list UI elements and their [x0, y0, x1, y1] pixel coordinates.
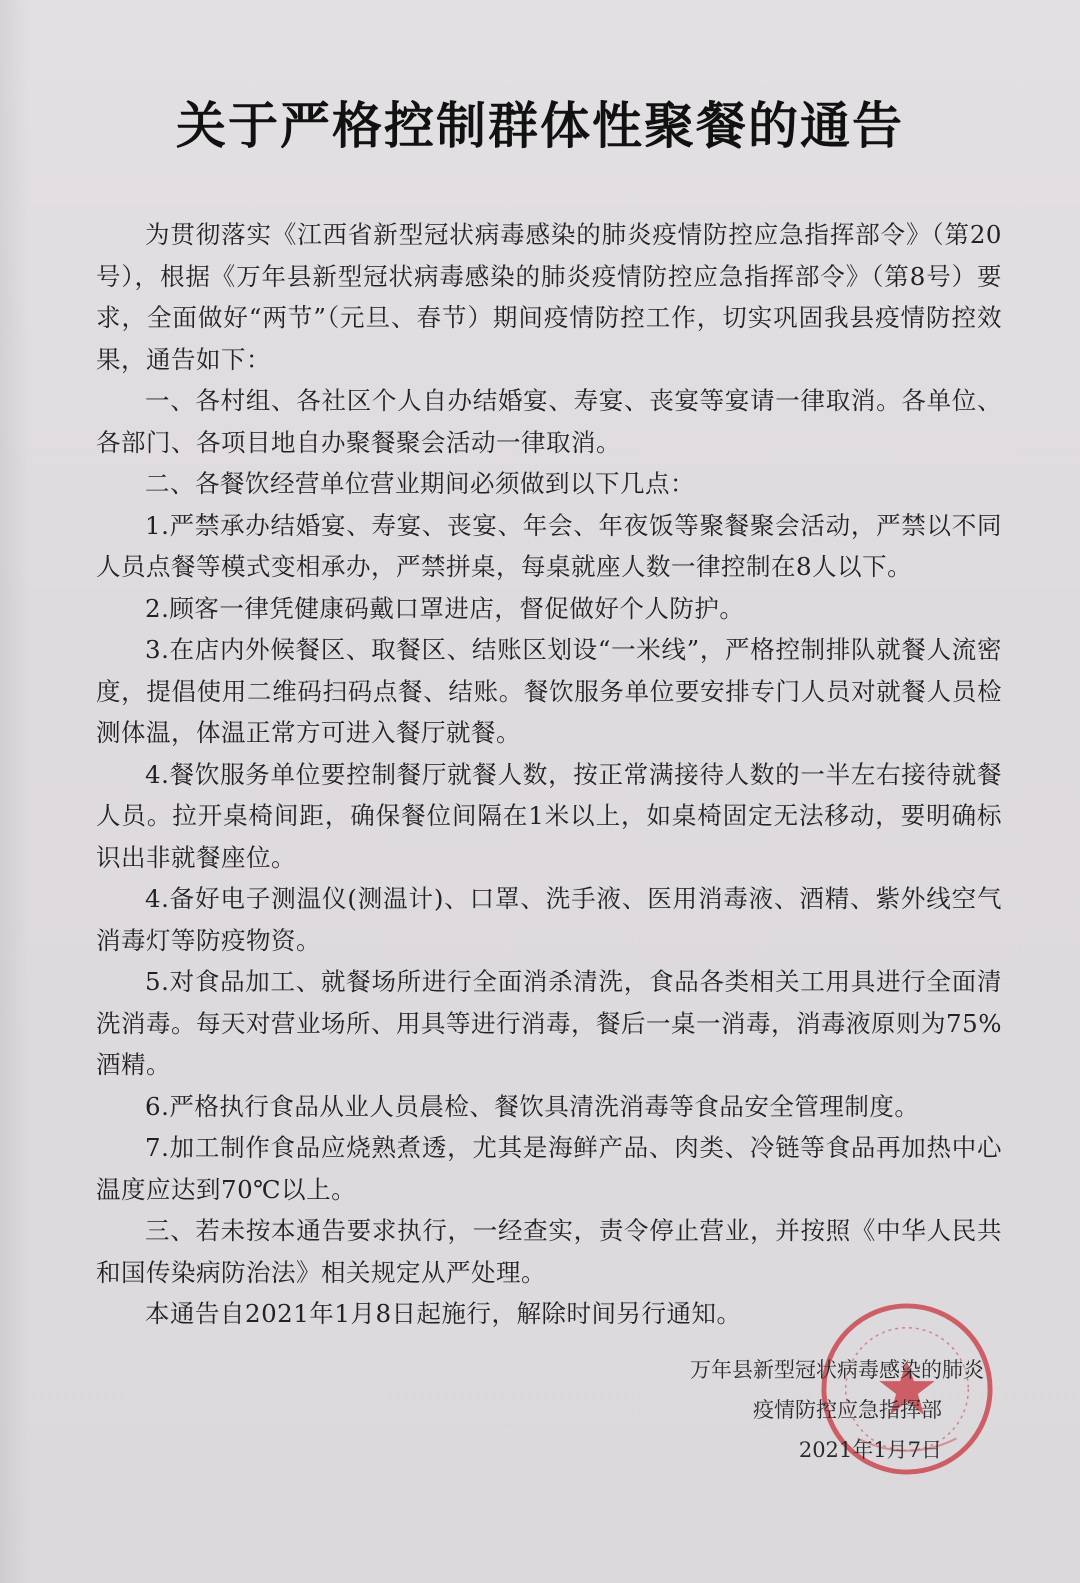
clause-2-heading: 二、各餐饮经营单位营业期间必须做到以下几点： [145, 469, 695, 498]
intro-paragraph: 为贯彻落实《江西省新型冠状病毒感染的肺炎疫情防控应急指挥部令》（第20号），根据《万年县新型冠状病毒感染的肺炎疫情防控应急指挥部令》（第8号）要求，全面做好“两节”（元旦、春节）期间疫情防控工作，切实巩固我县疫情防控效果，通告如下： [96, 220, 1002, 374]
issue-date: 2021年1月7日 [798, 1438, 942, 1462]
signature-block [564, 1350, 984, 1470]
effective-date-paragraph: 本通告自2021年1月8日起施行，解除时间另行通知。 [145, 1299, 742, 1328]
issuer-line-2: 疫情防控应急指挥部 [753, 1398, 942, 1422]
document-body [96, 214, 1002, 1335]
clause-3: 三、若未按本通告要求执行，一经查实，责令停止营业，并按照《中华人民共和国传染病防治法》相关规定从严处理。 [96, 1216, 1002, 1287]
clause-2-item-2: 2.顾客一律凭健康码戴口罩进店，督促做好个人防护。 [145, 593, 745, 623]
clause-2-item-1: 1.严禁承办结婚宴、寿宴、丧宴、年会、年夜饭等聚餐聚会活动，严禁以不同人员点餐等模式变相承办，严禁拼桌，每桌就座人数一律控制在8人以下。 [96, 510, 1002, 581]
clause-2-item-4b: 4.备好电子测温仪(测温计)、口罩、洗手液、医用消毒液、酒精、紫外线空气消毒灯等防疫物资。 [96, 884, 1002, 955]
issuer-line-1: 万年县新型冠状病毒感染的肺炎 [690, 1358, 984, 1382]
page-shadow [0, 0, 30, 1583]
clause-2-item-4a: 4.餐饮服务单位要控制餐厅就餐人数，按正常满接待人数的一半左右接待就餐人员。拉开桌椅间距，确保餐位间隔在1米以上，如桌椅固定无法移动，要明确标识出非就餐座位。 [96, 759, 1002, 872]
document-title: 关于严格控制群体性聚餐的通告 [176, 97, 904, 155]
clause-2-item-5: 5.对食品加工、就餐场所进行全面消杀清洗，食品各类相关工用具进行全面清洗消毒。每天对营业场所、用具等进行消毒，餐后一桌一消毒，消毒液原则为75%酒精。 [96, 967, 1002, 1079]
clause-2-item-6: 6.严格执行食品从业人员晨检、餐饮具清洗消毒等食品安全管理制度。 [145, 1091, 920, 1121]
clause-2-item-3: 3.在店内外候餐区、取餐区、结账区划设“一米线”，严格控制排队就餐人流密度，提倡使用二维码扫码点餐、结账。餐饮服务单位要安排专门人员对就餐人员检测体温，体温正常方可进入餐厅就餐。 [96, 635, 1002, 747]
clause-2-item-7: 7.加工制作食品应烧熟煮透，尤其是海鲜产品、肉类、冷链等食品再加热中心温度应达到70℃以上。 [96, 1133, 1002, 1204]
clause-1: 一、各村组、各社区个人自办结婚宴、寿宴、丧宴等宴请一律取消。各单位、各部门、各项目地自办聚餐聚会活动一律取消。 [96, 386, 1002, 457]
